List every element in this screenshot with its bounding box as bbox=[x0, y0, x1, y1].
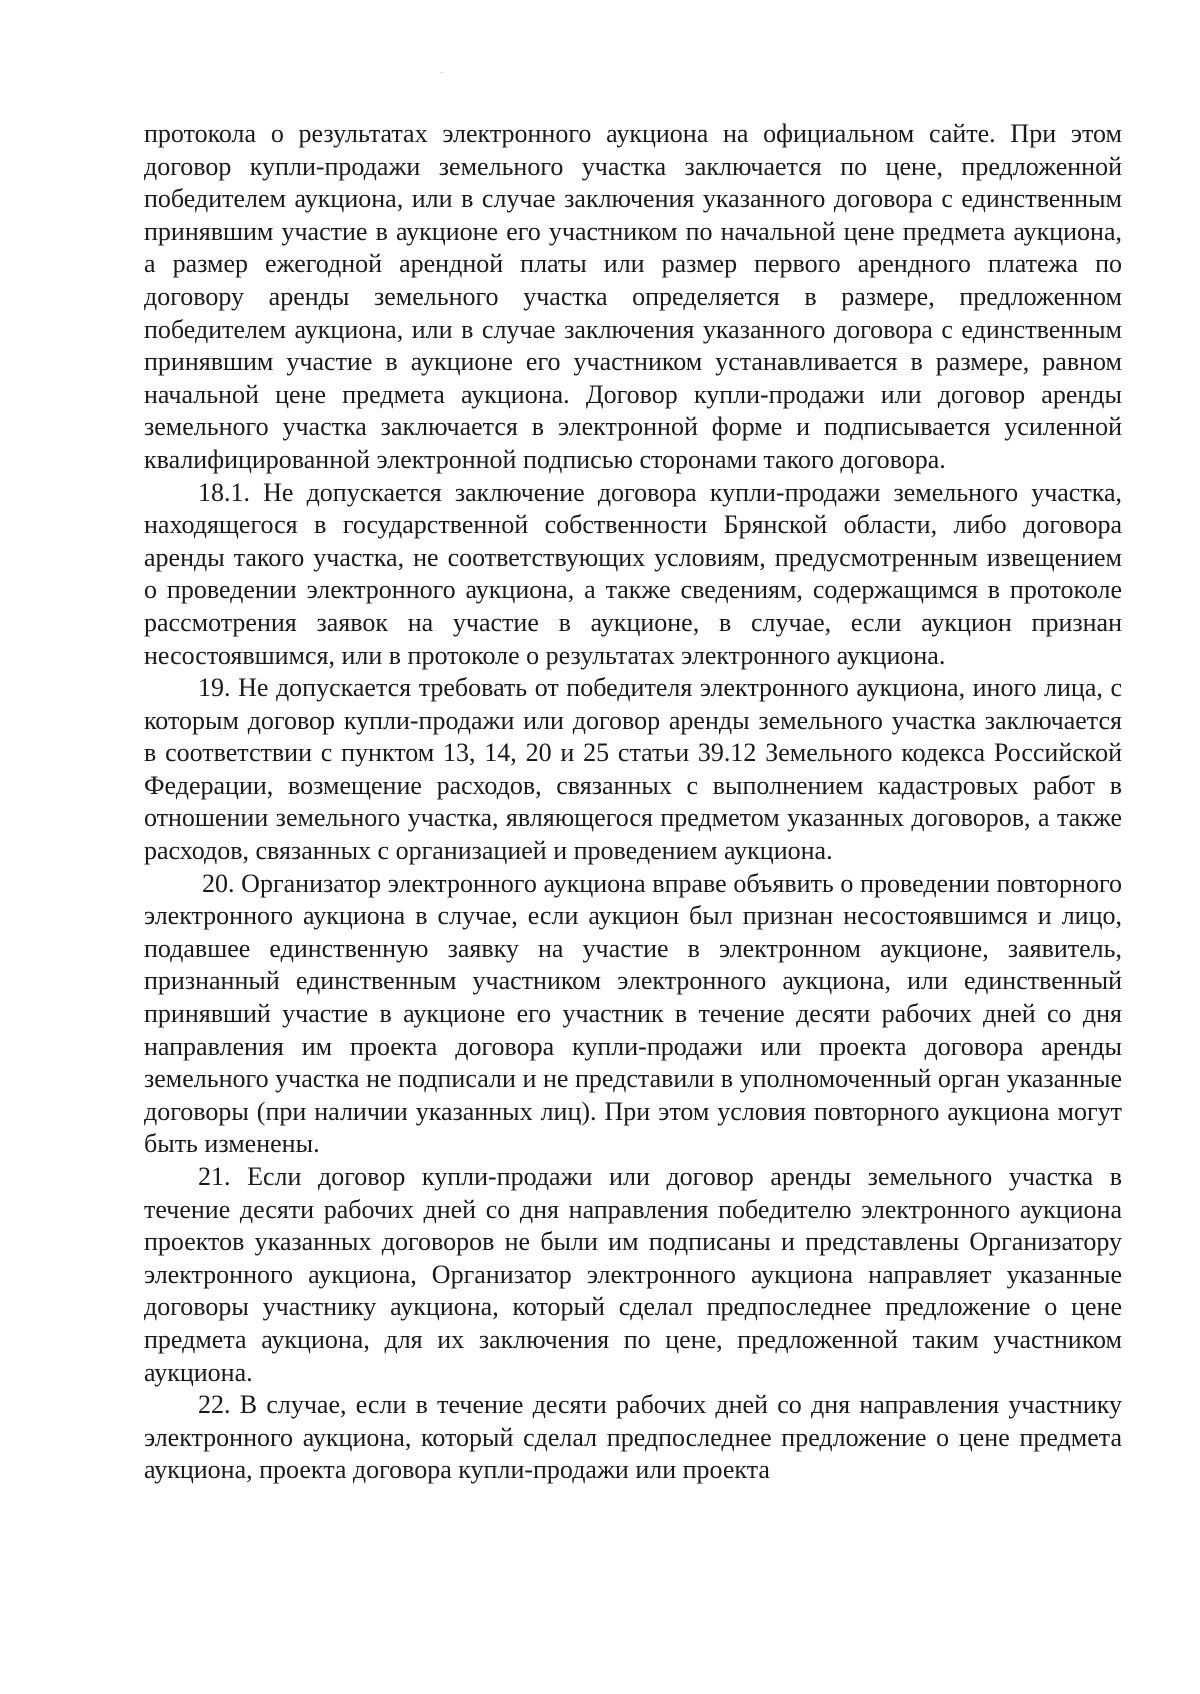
document-body bbox=[144, 118, 1122, 1487]
paragraph-20: 20. Организатор электронного аукциона вправе объявить о проведении повторного электронного аукциона в случае, если аукцион был признан несостоявшимся и лицо, подавшее единственную заявку на участие в электронном аукционе, заявитель, признанный единственным участником электронного аукциона, или единственный принявший участие в аукционе его участник в течение десяти рабочих дней со дня направления им проекта договора купли-продажи или проекта договора аренды земельного участка не подписали и не представили в уполномоченный орган указанные договоры (при наличии указанных лиц). При этом условия повторного аукциона могут быть изменены. bbox=[144, 868, 1122, 1159]
paragraph-22: 22. В случае, если в течение десяти рабочих дней со дня направления участнику электронного аукциона, который сделал предпоследнее предложение о цене предмета аукциона, проекта договора купли-продажи или проекта bbox=[144, 1390, 1122, 1485]
paragraph-continuation: протокола о результатах электронного аукциона на официальном сайте. При этом договор купли-продажи земельного участка заключается по цене, предложенной победителем аукциона, или в случае заключения указанного договора с единственным принявшим участие в аукционе его участником по начальной цене предмета аукциона, а размер ежегодной арендной платы или размер первого арендного платежа по договору аренды земельного участка определяется в размере, предложенном победителем аукциона, или в случае заключения указанного договора с единственным принявшим участие в аукционе его участником устанавливается в размере, равном начальной цене предмета аукциона. Договор купли-продажи или договор аренды земельного участка заключается в электронной форме и подписывается усиленной квалифицированной электронной подписью сторонами такого договора. bbox=[144, 119, 1122, 474]
scan-artifact bbox=[440, 72, 443, 73]
paragraph-18-1: 18.1. Не допускается заключение договора купли-продажи земельного участка, находящегося в государственной собственности Брянской области, либо договора аренды такого участка, не соответствующих условиям, предусмотренным извещением о проведении электронного аукциона, а также сведениям, содержащимся в протоколе рассмотрения заявок на участие в аукционе, в случае, если аукцион признан несостоявшимся, или в протоколе о результатах электронного аукциона. bbox=[144, 477, 1122, 670]
paragraph-19: 19. Не допускается требовать от победителя электронного аукциона, иного лица, с которым договор купли-продажи или договор аренды земельного участка заключается в соответствии с пунктом 13, 14, 20 и 25 статьи 39.12 Земельного кодекса Российской Федерации, возмещение расходов, связанных с выполнением кадастровых работ в отношении земельного участка, являющегося предметом указанных договоров, а также расходов, связанных с организацией и проведением аукциона. bbox=[144, 673, 1122, 866]
paragraph-21: 21. Если договор купли-продажи или договор аренды земельного участка в течение десяти рабочих дней со дня направления победителю электронного аукциона проектов указанных договоров не были им подписаны и представлены Организатору электронного аукциона, Организатор электронного аукциона направляет указанные договоры участнику аукциона, который сделал предпоследнее предложение о цене предмета аукциона, для их заключения по цене, предложенной таким участником аукциона. bbox=[144, 1162, 1122, 1387]
